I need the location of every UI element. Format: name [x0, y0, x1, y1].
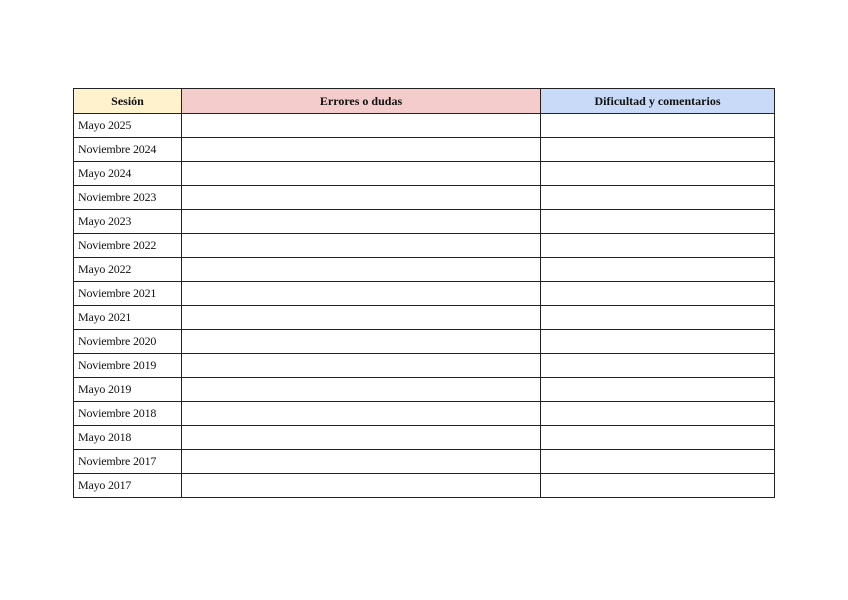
difficulty-cell[interactable]: [541, 234, 775, 258]
session-cell: Mayo 2018: [74, 426, 182, 450]
table-row: [74, 186, 775, 210]
errors-cell[interactable]: [182, 186, 541, 210]
table-row: [74, 258, 775, 282]
table-row: [74, 474, 775, 498]
session-cell: Noviembre 2019: [74, 354, 182, 378]
errors-cell[interactable]: [182, 162, 541, 186]
session-cell: Mayo 2021: [74, 306, 182, 330]
table-row: [74, 354, 775, 378]
errors-cell[interactable]: [182, 210, 541, 234]
session-cell: Mayo 2025: [74, 114, 182, 138]
session-cell: Noviembre 2021: [74, 282, 182, 306]
table-row: [74, 450, 775, 474]
errors-cell[interactable]: [182, 474, 541, 498]
table-row: [74, 330, 775, 354]
difficulty-cell[interactable]: [541, 354, 775, 378]
session-cell: Noviembre 2017: [74, 450, 182, 474]
table-row: [74, 210, 775, 234]
header-difficulty: Dificultad y comentarios: [541, 89, 775, 114]
errors-cell[interactable]: [182, 378, 541, 402]
session-table-container: [73, 88, 774, 498]
difficulty-cell[interactable]: [541, 474, 775, 498]
errors-cell[interactable]: [182, 330, 541, 354]
session-cell: Noviembre 2023: [74, 186, 182, 210]
errors-cell[interactable]: [182, 354, 541, 378]
errors-cell[interactable]: [182, 114, 541, 138]
errors-cell[interactable]: [182, 402, 541, 426]
header-session: Sesión: [74, 89, 182, 114]
table-row: [74, 306, 775, 330]
difficulty-cell[interactable]: [541, 162, 775, 186]
difficulty-cell[interactable]: [541, 282, 775, 306]
table-row: [74, 138, 775, 162]
difficulty-cell[interactable]: [541, 450, 775, 474]
difficulty-cell[interactable]: [541, 330, 775, 354]
table-row: [74, 114, 775, 138]
table-row: [74, 282, 775, 306]
difficulty-cell[interactable]: [541, 114, 775, 138]
session-cell: Noviembre 2024: [74, 138, 182, 162]
difficulty-cell[interactable]: [541, 426, 775, 450]
session-cell: Noviembre 2022: [74, 234, 182, 258]
session-cell: Mayo 2022: [74, 258, 182, 282]
errors-cell[interactable]: [182, 258, 541, 282]
session-cell: Mayo 2019: [74, 378, 182, 402]
difficulty-cell[interactable]: [541, 306, 775, 330]
session-cell: Noviembre 2020: [74, 330, 182, 354]
errors-cell[interactable]: [182, 450, 541, 474]
difficulty-cell[interactable]: [541, 378, 775, 402]
difficulty-cell[interactable]: [541, 186, 775, 210]
session-cell: Mayo 2024: [74, 162, 182, 186]
errors-cell[interactable]: [182, 426, 541, 450]
difficulty-cell[interactable]: [541, 402, 775, 426]
table-header-row: [74, 89, 775, 114]
errors-cell[interactable]: [182, 306, 541, 330]
table-row: [74, 234, 775, 258]
errors-cell[interactable]: [182, 282, 541, 306]
header-errors: Errores o dudas: [182, 89, 541, 114]
session-cell: Mayo 2023: [74, 210, 182, 234]
session-cell: Mayo 2017: [74, 474, 182, 498]
difficulty-cell[interactable]: [541, 210, 775, 234]
session-cell: Noviembre 2018: [74, 402, 182, 426]
table-row: [74, 426, 775, 450]
session-table: [73, 88, 775, 498]
difficulty-cell[interactable]: [541, 258, 775, 282]
table-row: [74, 402, 775, 426]
difficulty-cell[interactable]: [541, 138, 775, 162]
errors-cell[interactable]: [182, 234, 541, 258]
table-row: [74, 162, 775, 186]
errors-cell[interactable]: [182, 138, 541, 162]
table-row: [74, 378, 775, 402]
